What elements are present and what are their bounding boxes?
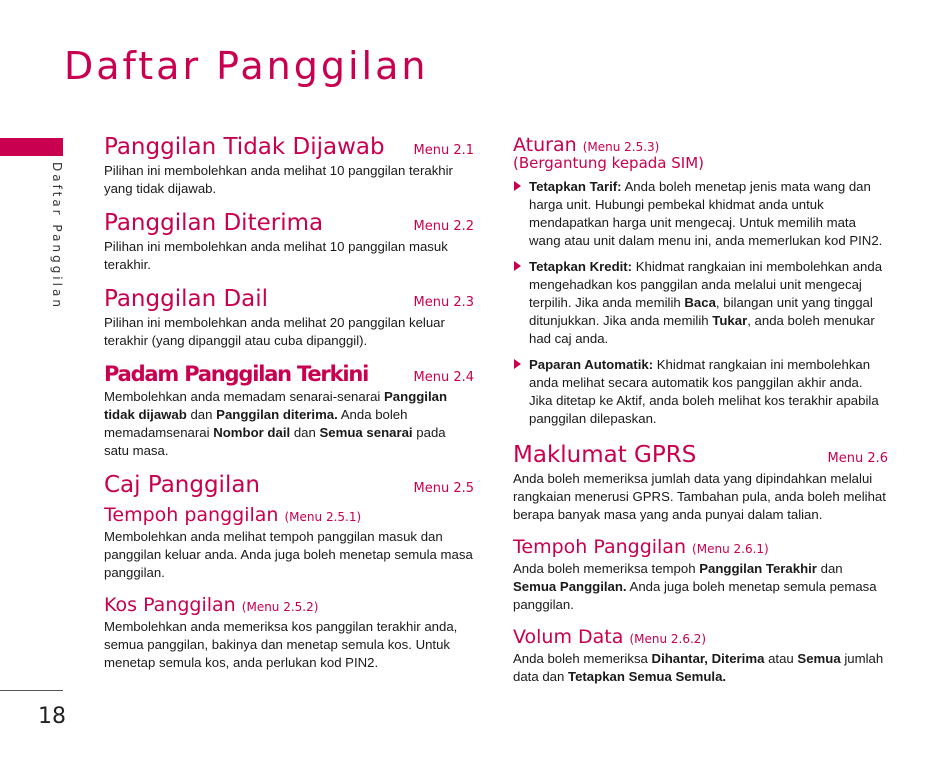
list-item: Tetapkan Tarif: Anda boleh menetap jenis mata wang dan harga unit. Hubungi pembekal khidmat anda untuk mendapatkan harga unit mengecaj. Untuk memilih mata wang atau unit dalam menu ini, anda memerlukan kod PIN2. <box>513 178 888 250</box>
menu-number: Menu 2.5 <box>413 481 474 496</box>
side-tab-marker <box>0 138 63 156</box>
section-title: Caj Panggilan <box>104 472 261 498</box>
subsection-title: Tempoh panggilan <box>104 504 279 526</box>
section-title: Panggilan Diterima <box>104 210 324 236</box>
section-body: Membolehkan anda melihat tempoh panggilan masuk dan panggilan keluar anda. Anda juga boleh menetap semula masa panggilan. <box>104 529 473 580</box>
list-item: Paparan Automatik: Khidmat rangkaian ini membolehkan anda melihat secara automatik kos panggilan akhir anda. Jika ditetap ke Aktif, anda boleh melihat kos terakhir apabila panggilan dilepaskan. <box>513 356 888 428</box>
section-title: Panggilan Dail <box>104 286 269 312</box>
section-data-volume <box>513 626 888 686</box>
settings-list <box>513 178 888 428</box>
section-body: Membolehkan anda memadam senarai-senarai Panggilan tidak dijawab dan Panggilan diterima. Anda boleh memadamsenarai Nombor dail dan Semua senarai pada satu masa. <box>104 389 448 458</box>
list-item: Tetapkan Kredit: Khidmat rangkaian ini membolehkan anda mengehadkan kos panggilan anda melalui unit mengecaj terpilih. Jika anda memilih Baca, bilangan unit yang tinggal ditunjukkan. Jika anda memilih Tukar, anda boleh menukar had caj anda. <box>513 258 888 348</box>
menu-number: Menu 2.3 <box>413 295 474 310</box>
menu-number: (Menu 2.5.2) <box>241 600 319 614</box>
menu-number: (Menu 2.5.1) <box>284 510 362 524</box>
section-title: Panggilan Tidak Dijawab <box>104 134 385 160</box>
section-missed-calls <box>104 134 474 198</box>
section-body: Pilihan ini membolehkan anda melihat 10 panggilan terakhir yang tidak dijawab. <box>104 163 453 196</box>
section-body: Anda boleh memeriksa Dihantar, Diterima atau Semua jumlah data dan Tetapkan Semua Semula. <box>513 651 884 684</box>
section-settings <box>513 134 888 428</box>
section-body: Membolehkan anda memeriksa kos panggilan terakhir anda, semua panggilan, bakinya dan menetap semula kos. Untuk menetap semula kos, anda perlukan kod PIN2. <box>104 619 458 670</box>
footer-divider <box>0 690 63 691</box>
side-chapter-label: Daftar Panggilan <box>50 162 64 310</box>
menu-number: Menu 2.6 <box>827 451 888 466</box>
menu-number: (Menu 2.6.1) <box>692 542 769 556</box>
section-body: Pilihan ini membolehkan anda melihat 10 panggilan masuk terakhir. <box>104 239 448 272</box>
menu-number: Menu 2.4 <box>413 370 474 385</box>
left-column <box>104 134 474 684</box>
triangle-bullet-icon <box>514 359 521 369</box>
section-received-calls <box>104 210 474 274</box>
menu-number: Menu 2.2 <box>413 219 474 234</box>
page-title: Daftar Panggilan <box>64 44 429 88</box>
section-body: Pilihan ini membolehkan anda melihat 20 panggilan keluar terakhir (yang dipanggil atau cuba dipanggil). <box>104 315 445 348</box>
subsection-title: Kos Panggilan <box>104 594 236 616</box>
section-gprs-duration <box>513 536 888 614</box>
triangle-bullet-icon <box>514 181 521 191</box>
subsection-title: Tempoh Panggilan <box>513 536 686 558</box>
subsection-title: Aturan <box>513 134 577 156</box>
subsection-note: (Bergantung kepada SIM) <box>513 154 704 172</box>
section-title: Padam Panggilan Terkini <box>104 362 369 386</box>
section-title: Maklumat GPRS <box>513 442 697 468</box>
section-call-duration <box>104 504 474 582</box>
section-call-cost <box>104 594 474 672</box>
menu-number: (Menu 2.6.2) <box>629 632 707 646</box>
menu-number: (Menu 2.5.3) <box>582 140 660 154</box>
page-number: 18 <box>38 704 66 729</box>
section-gprs-info <box>513 442 888 524</box>
section-delete-recent <box>104 362 474 460</box>
section-body: Anda boleh memeriksa tempoh Panggilan Terakhir dan Semua Panggilan. Anda juga boleh menetap semula pemasa panggilan. <box>513 561 877 612</box>
section-dialled-calls <box>104 286 474 350</box>
triangle-bullet-icon <box>514 261 521 271</box>
subsection-title: Volum Data <box>513 626 624 648</box>
section-body: Anda boleh memeriksa jumlah data yang dipindahkan melalui rangkaian menerusi GPRS. Tambahan pula, anda boleh melihat berapa banyak masa yang anda punyai dalam talian. <box>513 471 886 522</box>
menu-number: Menu 2.1 <box>413 143 474 158</box>
right-column <box>513 134 888 698</box>
section-call-charges <box>104 472 474 498</box>
